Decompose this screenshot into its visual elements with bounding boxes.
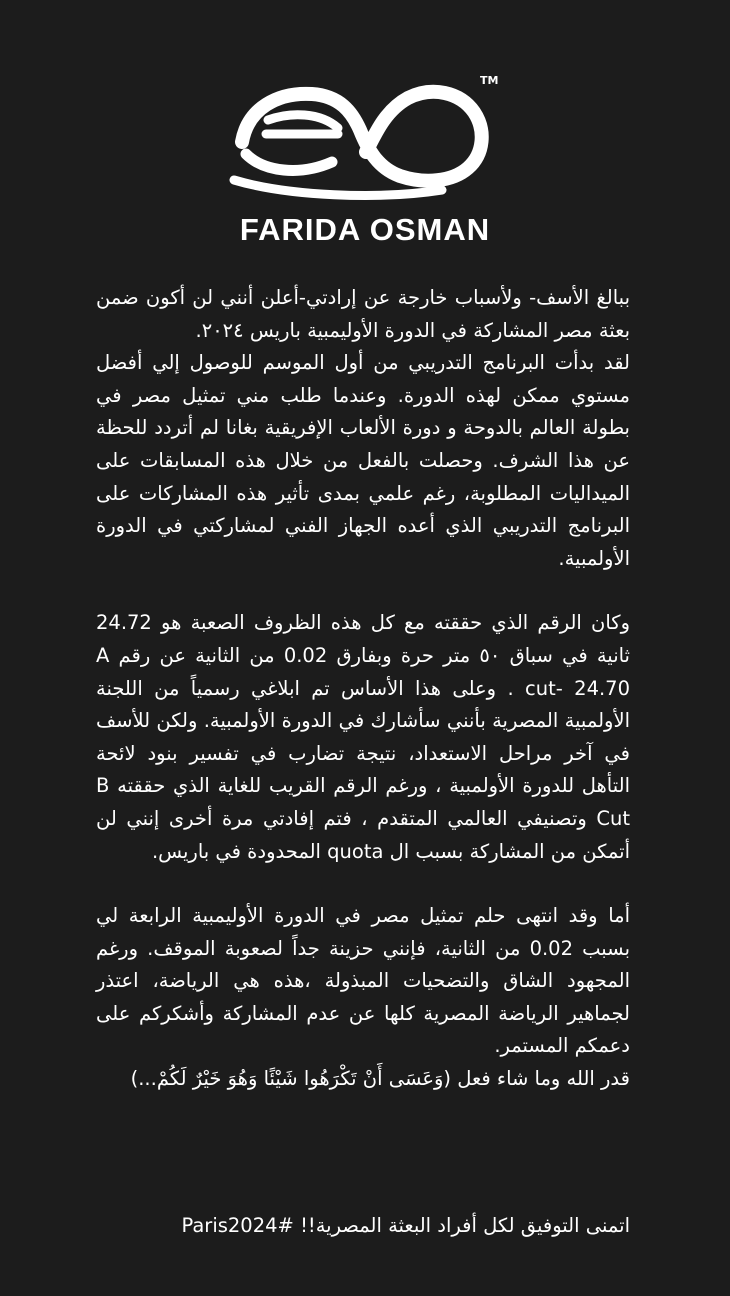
closing-line: اتمنى التوفيق لكل أفراد البعثة المصرية!! Paris2024# (181, 1214, 630, 1237)
statement-body (96, 282, 630, 1096)
paragraph-qualification: وكان الرقم الذي حققته مع كل هذه الظروف الصعبة هو 24.72 ثانية في سباق ٥٠ متر حرة وبفارق 0.02 من الثانية عن رقم A cut- 24.70 . وعلى هذا الأساس تم ابلاغي رسمياً من اللجنة الأولمبية المصرية بأنني سأشارك في الدورة الأولمبية. ولكن للأسف في آخر مراحل الاستعداد، نتيجة تضارب في تفسير بنود لائحة التأهل للدورة الأولمبية ، ورغم الرقم القريب للغاية الذي حققته B Cut وتصنيفي العالمي المتقدم ، فتم إفادتي مرة أخرى إنني لن أتمكن من المشاركة بسبب ال quota المحدودة في باريس. (96, 611, 630, 863)
farida-osman-logo-icon (228, 72, 508, 204)
logo (0, 0, 730, 260)
brand-name: FARIDA OSMAN (239, 212, 491, 247)
paragraph-verse: قدر الله وما شاء فعل (وَعَسَى أَنْ تَكْرَهُوا شَيْئًا وَهُوَ خَيْرٌ لَكُمْ...) (130, 1067, 630, 1091)
paragraph-apology: أما وقد انتهى حلم تمثيل مصر في الدورة الأوليمبية الرابعة لي بسبب 0.02 من الثانية، فإنني حزينة جداً لصعوبة الموقف. ورغم المجهود الشاق والتضحيات المبذولة ،هذه هي الرياضة، اعتذر لجماهير الرياضة المصرية كلها عن عدم المشاركة وأشكركم على دعمكم المستمر. (96, 904, 630, 1058)
paragraph-intro: ببالغ الأسف- ولأسباب خارجة عن إرادتي-أعلن أنني لن أكون ضمن بعثة مصر المشاركة في الدورة الأوليمبية باريس ٢٠٢٤. (96, 286, 630, 342)
paragraph-preparation: لقد بدأت البرنامج التدريبي من أول الموسم للوصول إلي أفضل مستوي ممكن لهذه الدورة. وعندما طلب مني تمثيل مصر في بطولة العالم بالدوحة و دورة الألعاب الإفريقية بغانا لم أتردد للحظة عن هذا الشرف. وحصلت بالفعل من خلال هذه المسابقات على الميداليات المطلوبة، رغم علمي بمدى تأثير هذه المشاركات على البرنامج التدريبي الذي أعده الجهاز الفني لمشاركتي في الدورة الأولمبية. (96, 351, 630, 570)
trademark: TM (480, 74, 499, 87)
